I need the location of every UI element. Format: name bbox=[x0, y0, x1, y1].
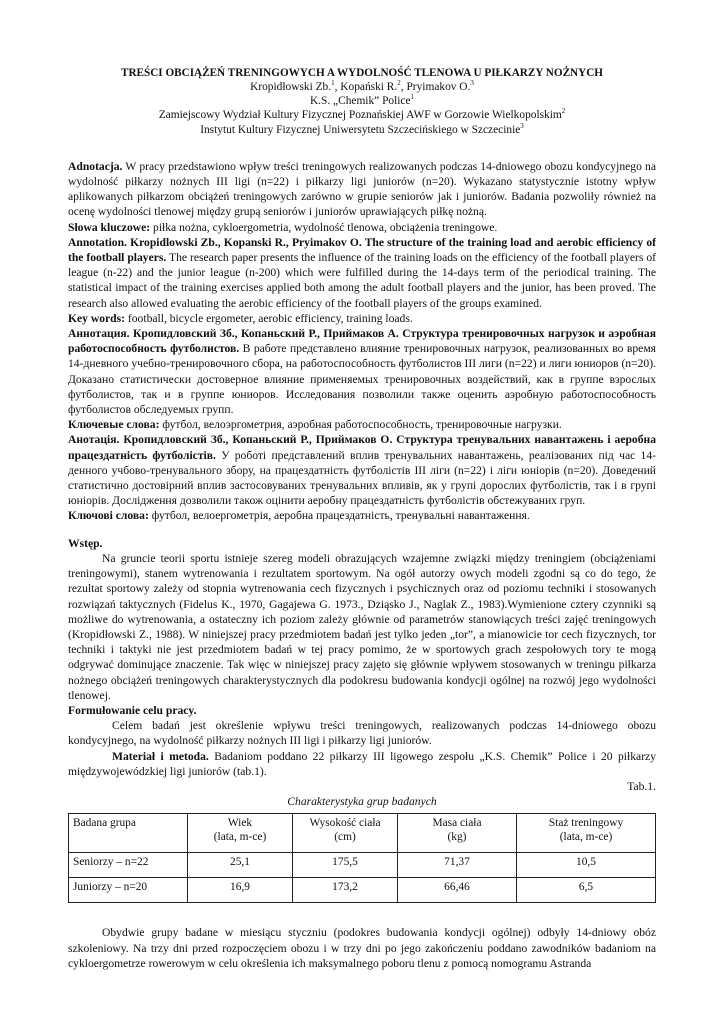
table-cell: 66,46 bbox=[398, 878, 517, 903]
abstract-en-text: The research paper presents the influence of the training loads on the efficiency of the football players of league (n-22) and the junior league (n-200) which were fulfilled during the 14-days term of the periodical training. The statistical impact of the training exercises applied both among the adult football players and the junior, has been proved. The research also allowed evaluating the aerobic efficiency of the football players of the groups examined. bbox=[68, 251, 656, 310]
section-heading-intro: Wstęp. bbox=[68, 536, 103, 550]
keywords-ru-label: Ключевые слова: bbox=[68, 418, 160, 432]
abstract-en-label: Annotation. Kropidlowski Zb., Kopanski R., Pryimakov O. The structure of the training load and aerobic efficiency of the football players. bbox=[68, 235, 656, 265]
table-header-cell: Badana grupa bbox=[69, 814, 188, 853]
affiliation-sup: 3 bbox=[520, 121, 524, 130]
table-cell: 175,5 bbox=[293, 853, 398, 878]
keywords-pl bbox=[68, 220, 656, 235]
keywords-uk-label: Ключові слова: bbox=[68, 509, 149, 523]
affiliation bbox=[68, 94, 656, 108]
keywords-uk bbox=[68, 508, 656, 523]
table-cell: 10,5 bbox=[517, 853, 656, 878]
table-header-cell: Wysokość ciała (cm) bbox=[293, 814, 398, 853]
abstract-pl-label: Adnotacja. bbox=[68, 159, 123, 173]
intro-paragraph: Na gruncie teorii sportu istnieje szereg modeli obrazujących wzajemne związki między treningiem (obciążeniami treningowymi), stanem wytrenowania i rezultatem sportowym. Na ogół autorzy owych modeli zgodni są co do tego, że rezultat sportowy zależy od stopnia wytrenowania cech fizycznych i psychicznych oraz od poziomu techniki i stosowanych rozwiązań taktycznych (Fidelus K., 1970, Gagajewa G. 1973., Dziąsko J., Naglak Z., 1983).Wymienione cztery czynniki są możliwe do wytrenowania, a ostateczny ich poziom zależy głównie od parametrów stanowiących treści zajęć treningowych (Kropidłowski Z., 1988). W niniejszej pracy przedmiotem badań jest tylko jeden „tor”, a mianowicie tor cech fizycznych, tor techniki i taktyki nie jest przedmiotem badań w tej pracy pomimo, że w sportowych grach zespołowych tory te mogą odgrywać dominujące znaczenie. Tak więc w niniejszej pracy zajęto się głównie wpływem stosowanych w treningu piłkarza nożnego obciążeń treningowych charakterystycznych dla podokresu budowania kondycji ogólnej na rozwój jego wydolności tlenowej. bbox=[68, 551, 656, 702]
affiliation-sup: 2 bbox=[561, 107, 566, 116]
table-caption: Charakterystyka grup badanych bbox=[287, 795, 437, 809]
methods-heading: Materiał i metoda. bbox=[112, 749, 209, 763]
table-header-cell: Masa ciała (kg) bbox=[398, 814, 517, 853]
table-cell: 25,1 bbox=[188, 853, 293, 878]
abstract-ru-label: Аннотация. Кропидловский Зб., Копаньский Р., Приймаков А. Структура тренировочных нагрузок и аэробная работоспособность футболистов. bbox=[68, 327, 656, 356]
abstract-ru-text: В работе представлено влияние тренировочных нагрузок, реализованных во время 14-дневного учебно-тренировочного сбора, на работоспособность футболистов III лиги (n=22) и лиги юниоров (n=20). Доказано статистически достоверное влияние применяемых тренировочных воздействий, как в группе взрослых футболистов, так и в группе юниоров. Исследования позволили также оценить аэробную работоспособность футболистов обследуемых групп. bbox=[68, 342, 656, 417]
abstract-pl-text: W pracy przedstawiono wpływ treści treningowych realizowanych podczas 14-dniowego obozu kondycyjnego na wydolność piłkarzy nożnych III ligi (n=22) i piłkarzy ligi juniorów (n=20). Wykazano statystycznie istotny wpływ aplikowanych piłkarzom obciążeń treningowych zarówno w grupie seniorów jak i juniorów. Badania pozwoliły również na ocenę wydolności tlenowej między grupą seniorów i juniorów uprawiających piłkę nożną. bbox=[68, 159, 656, 219]
table-cell: 173,2 bbox=[293, 878, 398, 903]
table-header-cell: Staż treningowy (lata, m-ce) bbox=[517, 814, 656, 853]
author-name: Kopański R. bbox=[340, 81, 398, 93]
table-row bbox=[69, 853, 656, 878]
keywords-en bbox=[68, 311, 656, 326]
author-name: Pryimakov O. bbox=[406, 81, 471, 93]
abstract-en bbox=[68, 235, 656, 311]
after-table-paragraph: Obydwie grupy badane w miesiącu styczniu (podokres budowania kondycji ogólnej) odbyły 14-dniowy obóz szkoleniowy. Na trzy dni przed rozpoczęciem obozu i w trzy dni po jego zakończeniu poddano zawodników badaniom na cykloergometrze rowerowym w celu określenia ich maksymalnego poboru tlenu z pomocą nomogramu Astranda bbox=[68, 926, 656, 970]
paper-title: TREŚCI OBCIĄŻEŃ TRENINGOWYCH A WYDOLNOŚĆ TLENOWA U PIŁKARZY NOŻNYCH bbox=[121, 67, 603, 79]
author-list: Kropidłowski Zb.$^1$, Kopański R.$^2$, Pryimakov O.$^3$ bbox=[250, 79, 474, 93]
keywords-en-text: football, bicycle ergometer, aerobic efficiency, training loads. bbox=[125, 311, 413, 325]
abstract-uk-label: Анотація. Кропидловский Зб., Копаньский Р., Приймаков О. Структура тренувальних навантажень і аеробна працездатність футболістів. bbox=[68, 433, 656, 462]
keywords-ru bbox=[68, 417, 656, 432]
keywords-en-label: Key words: bbox=[68, 311, 125, 325]
groups-table bbox=[68, 813, 656, 903]
keywords-uk-text: футбол, велоергометрія, аеробна працездатність, тренувальні навантаження. bbox=[148, 509, 530, 523]
affiliation-text: K.S. „Chemik” Police bbox=[309, 95, 411, 108]
abstract-uk bbox=[68, 432, 656, 508]
methods-text: Badaniom poddano 22 piłkarzy III ligowego zespołu „K.S. Chemik” Police i 20 piłkarzy międzywojewódzkiej ligi juniorów (tab.1). bbox=[68, 749, 656, 778]
author-sup: 3 bbox=[470, 79, 474, 88]
table-number: Tab.1. bbox=[627, 779, 656, 793]
author-name: Kropidłowski Zb. bbox=[250, 81, 332, 93]
author-sup: 1 bbox=[331, 79, 335, 88]
abstract-ru bbox=[68, 326, 656, 417]
table-row bbox=[69, 878, 656, 903]
affiliation bbox=[68, 108, 656, 122]
table-header-cell: Wiek (lata, m-ce) bbox=[188, 814, 293, 853]
keywords-ru-text: футбол, велоэргометрия, аэробная работоспособность, тренировочные нагрузки. bbox=[159, 418, 562, 432]
affiliation-text: Instytut Kultury Fizycznej Uniwersytetu Szczecińskiego w Szczecinie bbox=[200, 123, 521, 136]
keywords-pl-label: Słowa kluczowe: bbox=[68, 220, 151, 234]
table-header-row bbox=[69, 814, 656, 853]
table-cell: 16,9 bbox=[188, 878, 293, 903]
keywords-pl-text: piłka nożna, cykloergometria, wydolność tlenowa, obciążenia treningowe. bbox=[150, 220, 498, 234]
paper-page bbox=[68, 66, 656, 971]
affiliation-text: Zamiejscowy Wydział Kultury Fizycznej Poznańskiej AWF w Gorzowie Wielkopolskim bbox=[158, 109, 562, 122]
aim-paragraph: Celem badań jest określenie wpływu treści treningowych, realizowanych podczas 14-dniowego obozu kondycyjnego, na wydolność piłkarzy nożnych III ligi i piłkarzy ligi juniorów. bbox=[68, 719, 656, 748]
table-cell: Seniorzy – n=22 bbox=[69, 853, 188, 878]
table-cell: Juniorzy – n=20 bbox=[69, 878, 188, 903]
affiliation-sup: 1 bbox=[410, 93, 415, 102]
abstract-pl bbox=[68, 159, 656, 220]
table-cell: 71,37 bbox=[398, 853, 517, 878]
abstract-uk-text: У роботі представлений вплив тренувальних навантажень, реалізованих під час 14- денного учбово-тренувального збору, на працездатність футболістів III ліги (n=22) і ліги юніорів (n=20). Доведений статистично достовірний вплив застосовуваних тренувальних впливів, як у групі дорослих футболістів, так і в групі юніорів. Дослідження дозволили також оцінити аеробну працездатність футболістів обстежуваних груп. bbox=[68, 448, 656, 508]
table-cell: 6,5 bbox=[517, 878, 656, 903]
section-heading-aim: Formułowanie celu pracy. bbox=[68, 703, 197, 717]
methods-paragraph bbox=[68, 749, 656, 779]
author-sup: 2 bbox=[397, 79, 401, 88]
affiliation bbox=[68, 123, 656, 137]
